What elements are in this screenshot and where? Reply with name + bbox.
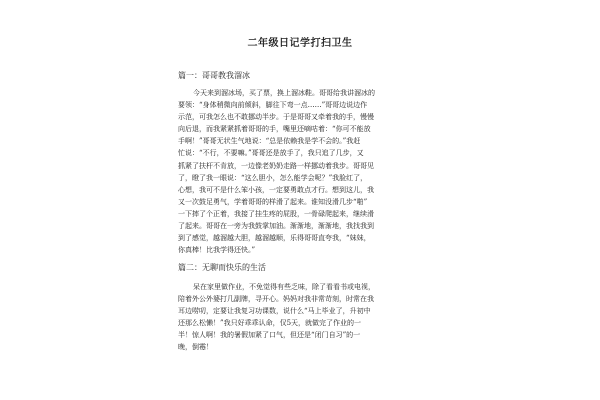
- paragraph-line: 向后退，而我紧紧抓着哥哥的手，嘴里还嘀咕着：“你可不能放: [178, 125, 371, 134]
- section-2-paragraph: [178, 281, 428, 354]
- paragraph-line: 了起来。哥哥在一旁为我鼓掌加油。渐渐地，渐渐地，我找我到: [178, 222, 374, 231]
- paragraph-line: 今天来到溜冰场，买了票，换上溜冰鞋。哥哥给我讲溜冰的: [193, 89, 375, 97]
- paragraph-line: 一下摔了个正着，我接了挂生疼的屁股，一骨碌爬起来，继续滑: [178, 209, 374, 218]
- paragraph-line: 你真棒！比我学得还快。”: [178, 246, 256, 255]
- paragraph-line: 抓紧了扶杆不肯放，一边像老奶奶走路一样挪动着我步。哥哥见: [178, 161, 374, 170]
- paragraph-line: 忙说：“不行，不要嘛。”哥哥还是放手了，我只追了几步，又: [178, 149, 364, 158]
- paragraph-line: 示范，可我怎么也不敢挪动半步。于是哥哥又牵着我的手，慢慢: [178, 113, 374, 122]
- paragraph-line: 手啊！”哥哥无状生气地说：“总是依赖我是学不会的。”我赶: [178, 137, 361, 146]
- paragraph-line: 还那么松懒！”我只好乖乖认命，仅5天，就做完了作业的一: [178, 319, 362, 328]
- paragraph-line: 呆在家里做作业，不免觉得有些乏味，除了看看书或电视，: [193, 283, 375, 291]
- paragraph-line: 要领：“身体稍微向前倾斜，脚往下弯一点……”哥哥边说边作: [178, 101, 368, 110]
- paragraph-line: 心想，我可不是什么笨小孩，一定要勇敢点才行。想到这儿，我: [178, 185, 374, 194]
- section-heading-2: 篇二：无聊而快乐的生活: [178, 263, 266, 272]
- paragraph-line: 半！惊人啊！我的暑假加紧了口气，但还是“闭门自习”的一: [178, 331, 361, 340]
- paragraph-line: 晚，倒霉！: [178, 343, 213, 352]
- paragraph-line: 陪着外公外婆打几副牌，寻开心。妈妈对我非常苛刻，时常在我: [178, 295, 374, 304]
- paragraph-line: 耳边唠叨，定要让我复习功课数，说什么“马上毕业了，升初中: [178, 307, 371, 316]
- paragraph-line: 到了感觉，越溜越大胆，越溜越顺，乐得哥哥直夸我，“妹妹，: [178, 234, 371, 243]
- section-1-paragraph: [178, 87, 428, 256]
- document-title: 二年级日记学打扫卫生: [247, 38, 353, 49]
- section-heading-1: 篇一：哥哥教我溜冰: [178, 71, 250, 80]
- paragraph-line: 了，瞪了我一眼说：“这么胆小，怎么能学会呢？”我脸红了，: [178, 173, 368, 182]
- paragraph-line: 又一次鼓足勇气，学着哥哥的样滑了起来。谁知没滑几步“啪”: [178, 197, 368, 206]
